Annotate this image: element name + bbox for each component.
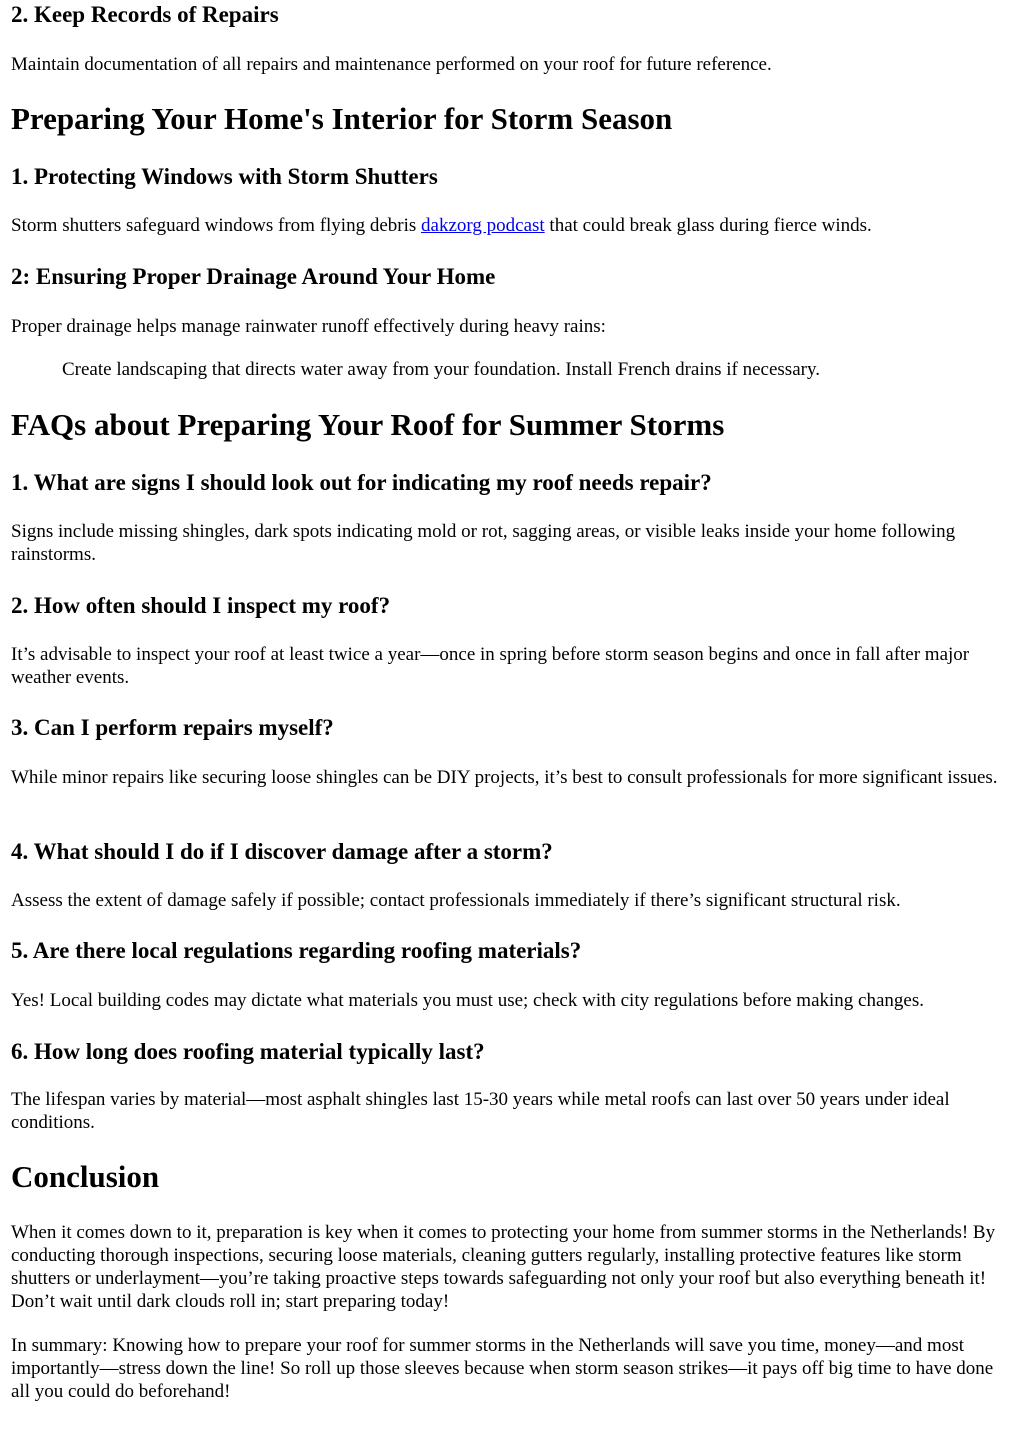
drainage-quote: Create landscaping that directs water away from your foundation. Install French drains if necessary. (62, 359, 820, 380)
faq-answer: The lifespan varies by material—most asphalt shingles last 15-30 years while metal roofs can last over 50 years under ideal conditions. (11, 1089, 950, 1133)
faq-question: 3. Can I perform repairs myself? (11, 715, 334, 740)
faq-answer: It’s advisable to inspect your roof at least twice a year—once in spring before storm season begins and once in fall after major weather events. (11, 644, 970, 688)
faq-answer: Assess the extent of damage safely if possible; contact professionals immediately if there’s significant structural risk. (11, 890, 901, 911)
section-heading-faqs: FAQs about Preparing Your Roof for Summer Storms (11, 407, 725, 442)
drainage-text: Proper drainage helps manage rainwater runoff effectively during heavy rains: (11, 316, 606, 337)
faq-question: 2. How often should I inspect my roof? (11, 593, 391, 618)
faq-question: 4. What should I do if I discover damage after a storm? (11, 839, 553, 864)
faq-question: 6. How long does roofing material typically last? (11, 1039, 485, 1064)
storm-shutters-text (11, 214, 1016, 237)
faq-answer: While minor repairs like securing loose shingles can be DIY projects, it’s best to consult professionals for more significant issues. (11, 767, 998, 788)
faq-answer: Yes! Local building codes may dictate what materials you must use; check with city regulations before making changes. (11, 990, 924, 1011)
dakzorg-podcast-link[interactable]: dakzorg podcast (421, 215, 545, 236)
section-heading-keep-records: 2. Keep Records of Repairs (11, 2, 279, 27)
keep-records-text: Maintain documentation of all repairs and maintenance performed on your roof for future reference. (11, 54, 772, 75)
conclusion-paragraph: When it comes down to it, preparation is key when it comes to protecting your home from summer storms in the Netherlands! By conducting thorough inspections, securing loose materials, cleaning gutters regularly, installing protective features like storm shutters or underlayment—you’re taking proactive steps towards safeguarding not only your roof but also everything beneath it! Don’t wait until dark clouds roll in; start preparing today! (11, 1222, 996, 1312)
storm-shutters-text-after: that could break glass during fierce winds. (544, 215, 872, 236)
faq-question: 5. Are there local regulations regarding roofing materials? (11, 938, 582, 963)
summary-paragraph: In summary: Knowing how to prepare your roof for summer storms in the Netherlands will save you time, money—and most importantly—stress down the line! So roll up those sleeves because when storm season strikes—it pays off big time to have done all you could do beforehand! (11, 1335, 994, 1402)
faq-question: 1. What are signs I should look out for indicating my roof needs repair? (11, 470, 712, 495)
storm-shutters-text-before: Storm shutters safeguard windows from flying debris (11, 215, 422, 236)
section-heading-interior: Preparing Your Home's Interior for Storm Season (11, 101, 673, 136)
section-heading-conclusion: Conclusion (11, 1159, 160, 1194)
subheading-storm-shutters: 1. Protecting Windows with Storm Shutters (11, 164, 438, 189)
subheading-drainage: 2: Ensuring Proper Drainage Around Your Home (11, 264, 496, 289)
faq-answer: Signs include missing shingles, dark spots indicating mold or rot, sagging areas, or visible leaks inside your home following rainstorms. (11, 521, 956, 565)
